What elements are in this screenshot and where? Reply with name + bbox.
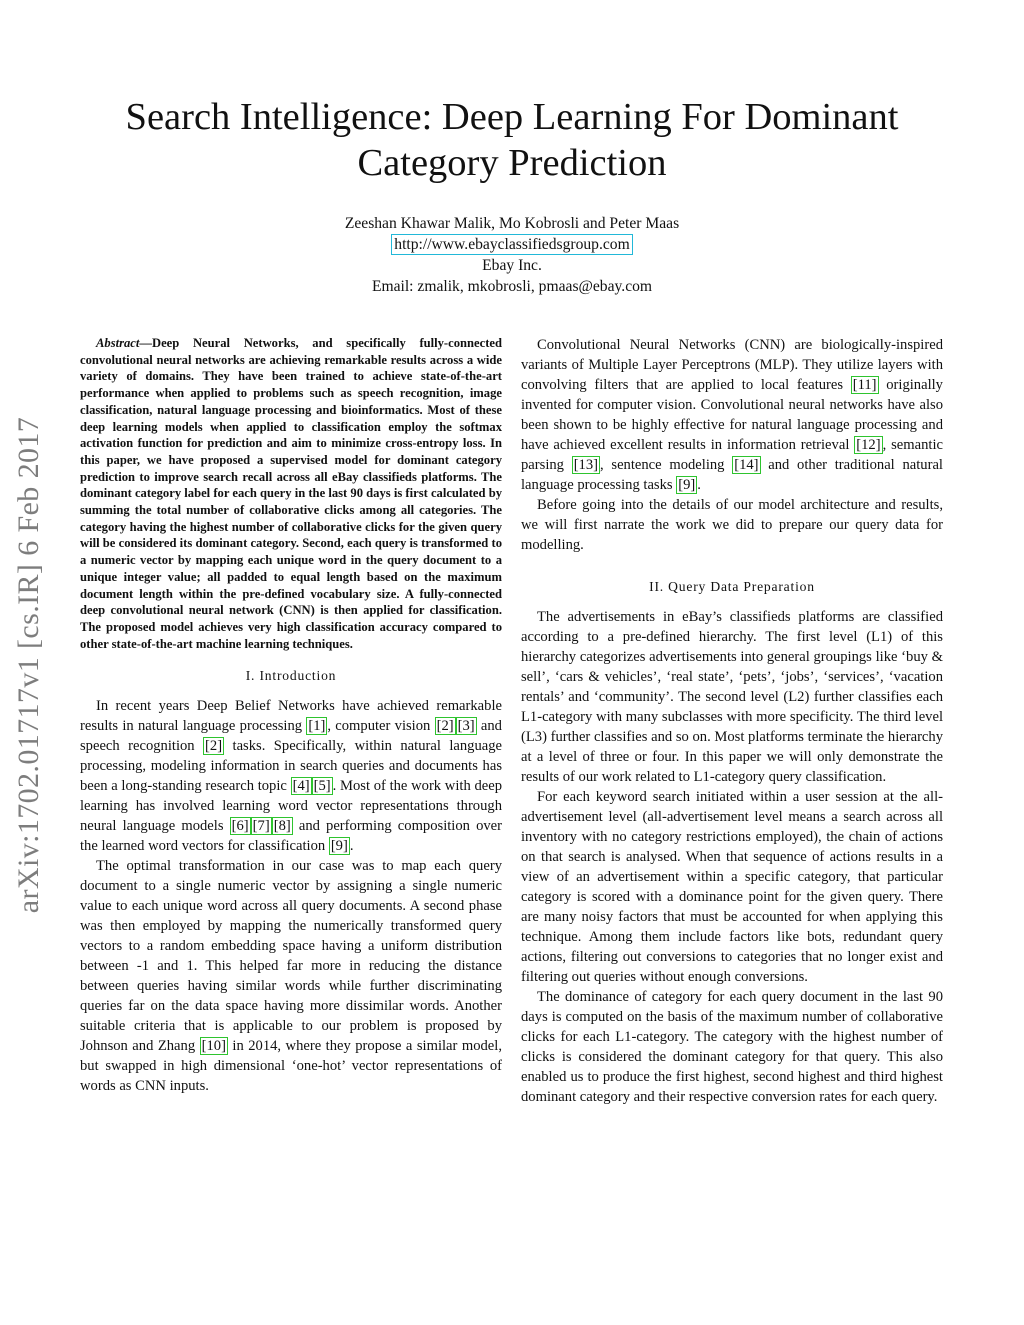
citation-link[interactable]: [11] [852,377,877,393]
citation-link[interactable]: [12] [856,437,881,453]
affiliation: Ebay Inc. [482,257,542,274]
citation-link[interactable]: [2] [205,738,223,755]
intro-paragraph-3: Convolutional Neural Networks (CNN) are biologically-inspired variants of Multiple Layer Perceptrons (MLP). They utilize layers with convolving filters that are applied to local features [11] originally invented for computer vision. Convolutional neural networks have also been shown to be highly effective for natural language processing and have achieved excellent results in information retrieval [12] , semantic parsing [13] , sentence modeling [14] and other traditional natural language processing tasks [9] . [521,337,943,493]
right-column [521,335,943,1107]
citation-link[interactable]: [13] [573,457,599,473]
abstract [80,335,502,652]
citation-link[interactable]: [5] [313,778,331,795]
author-names: Zeeshan Khawar Malik, Mo Kobrosli and Peter Maas [344,215,680,232]
query-paragraph-3: The dominance of category for each query document in the last 90 days is computed on the basis of the maximum number of collaborative clicks for each L1-category. The category with the highest number of clicks is considered the dominant category for that query. This also enabled us to produce the first highest, second highest and third highest dominant category and their respective conversion rates for each query. [521,989,943,1105]
author-block [160,213,864,297]
abstract-label: Abstract [96,336,140,350]
query-paragraph-1: The advertisements in eBay’s classifieds platforms are classified according to a pre-defined hierarchy. The first level (L1) of this hierarchy categorizes advertisements into general groupings like ‘buy & sell’, ‘cars & vehicles’, ‘real state’, ‘pets’, ‘jobs’, ‘services’, ‘vacation rentals’ and ‘community’. The second level (L2) further classifies each L1-category with many subclasses with more specificity. The third level (L3) further classifies and so on. Most platforms terminate the hierarchy at a level of three or four. In this paper we will only demonstrate the results of our work related to L1-category query classification. [521,609,943,785]
citation-link[interactable]: [14] [734,457,759,473]
citation-link[interactable]: [9] [330,838,348,855]
section-heading-query-data-preparation: II. Query Data Preparation [649,579,815,594]
arxiv-stamp-text: arXiv:1702.01717v1 [cs.IR] 6 Feb 2017 [12,416,45,914]
citation-link[interactable]: [7] [252,818,270,835]
paper-title: Search Intelligence: Deep Learning For Dominant Category Prediction [125,96,899,184]
arxiv-stamp [2,374,56,956]
intro-paragraph-2: The optimal transformation in our case was to map each query document to a single numeric vector by assigning a single numeric value to each unique word across all query documents. A second phase was then employed by mapping the numerically transformed query vectors to a random embedding space having a uniform distribution between -1 and 1. This helped far more in reducing the distance between queries having similar words while further discriminating queries far on the data space having more dissimilar words. Another suitable criteria that is applicable to our problem is proposed by Johnson and Zhang [10] in 2014, where they propose a similar model, but swapped in high dimensional ‘one-hot’ vector representations of words as CNN inputs. [80,858,502,1095]
citation-link[interactable]: [10] [201,1038,226,1055]
intro-paragraph-4: Before going into the details of our model architecture and results, we will first narrate the work we did to prepare our query data for modelling. [521,497,943,553]
citation-link[interactable]: [9] [678,477,696,493]
email-line: Email: zmalik, mkobrosli, pmaas@ebay.com [371,278,653,295]
left-column [80,335,502,1096]
citation-link[interactable]: [3] [457,718,475,735]
citation-link[interactable]: [8] [273,818,291,835]
citation-link[interactable]: [1] [308,718,326,735]
query-paragraph-2: For each keyword search initiated within a user session at the all-advertisement level (all-advertisement level means a search across all inventory with no category restrictions employed), the chain of actions on that search is analysed. When that sequence of actions results in a view of an advertisement within a specific category, that particular category is scored with a dominance point for the given query. There are many noisy factors that must be accounted for when applying this technique. Among them include factors like bots, redundant query actions, filtering out conversions to categories that no longer exist and filtering out queries without enough conversions. [521,789,943,985]
abstract-text: —Deep Neural Networks, and specifically fully-connected convolutional neural networks are achieving remarkable results across a wide variety of domains. They have been trained to achieve state-of-the-art performance when applied to problems such as speech recognition, image classification, natural language processing and bioinformatics. Most of these deep learning models when applied to classification employ the softmax activation function for prediction and aim to minimize cross-entropy loss. In this paper, we have proposed a supervised model for dominant category prediction to improve search recall across all eBay classifieds platforms. The dominant category label for each query in the last 90 days is first calculated by summing the total number of collaborative clicks among all categories. The category having the highest number of collaborative clicks for the given query will be considered its dominant category. Second, each query is transformed to a numeric vector by mapping each unique word in the query document to a unique integer value; all padded to equal length based on the maximum document length within the pre-defined vocabulary size. A fully-connected deep convolutional neural network (CNN) is then applied for classification. The proposed model achieves very high classification accuracy compared to other state-of-the-art machine learning techniques. [80,336,502,651]
citation-link[interactable]: [2] [436,718,454,735]
section-heading-introduction: I. Introduction [245,668,337,684]
intro-paragraph-1: In recent years Deep Belief Networks have achieved remarkable results in natural language processing [1] , computer vision [2] [3] and speech recognition [2] tasks. Specifically, within natural language processing, modeling information in search queries and documents has been a long-standing research topic [4] [5] . Most of the work with deep learning has involved learning word vector representations through neural language models [6] [7] [8] and performing composition over the learned word vectors for classification [9] . [80,698,502,855]
homepage-link[interactable]: http://www.ebayclassifiedsgroup.com [391,234,632,255]
citation-link[interactable]: [4] [292,778,310,795]
citation-link[interactable]: [6] [231,818,249,835]
